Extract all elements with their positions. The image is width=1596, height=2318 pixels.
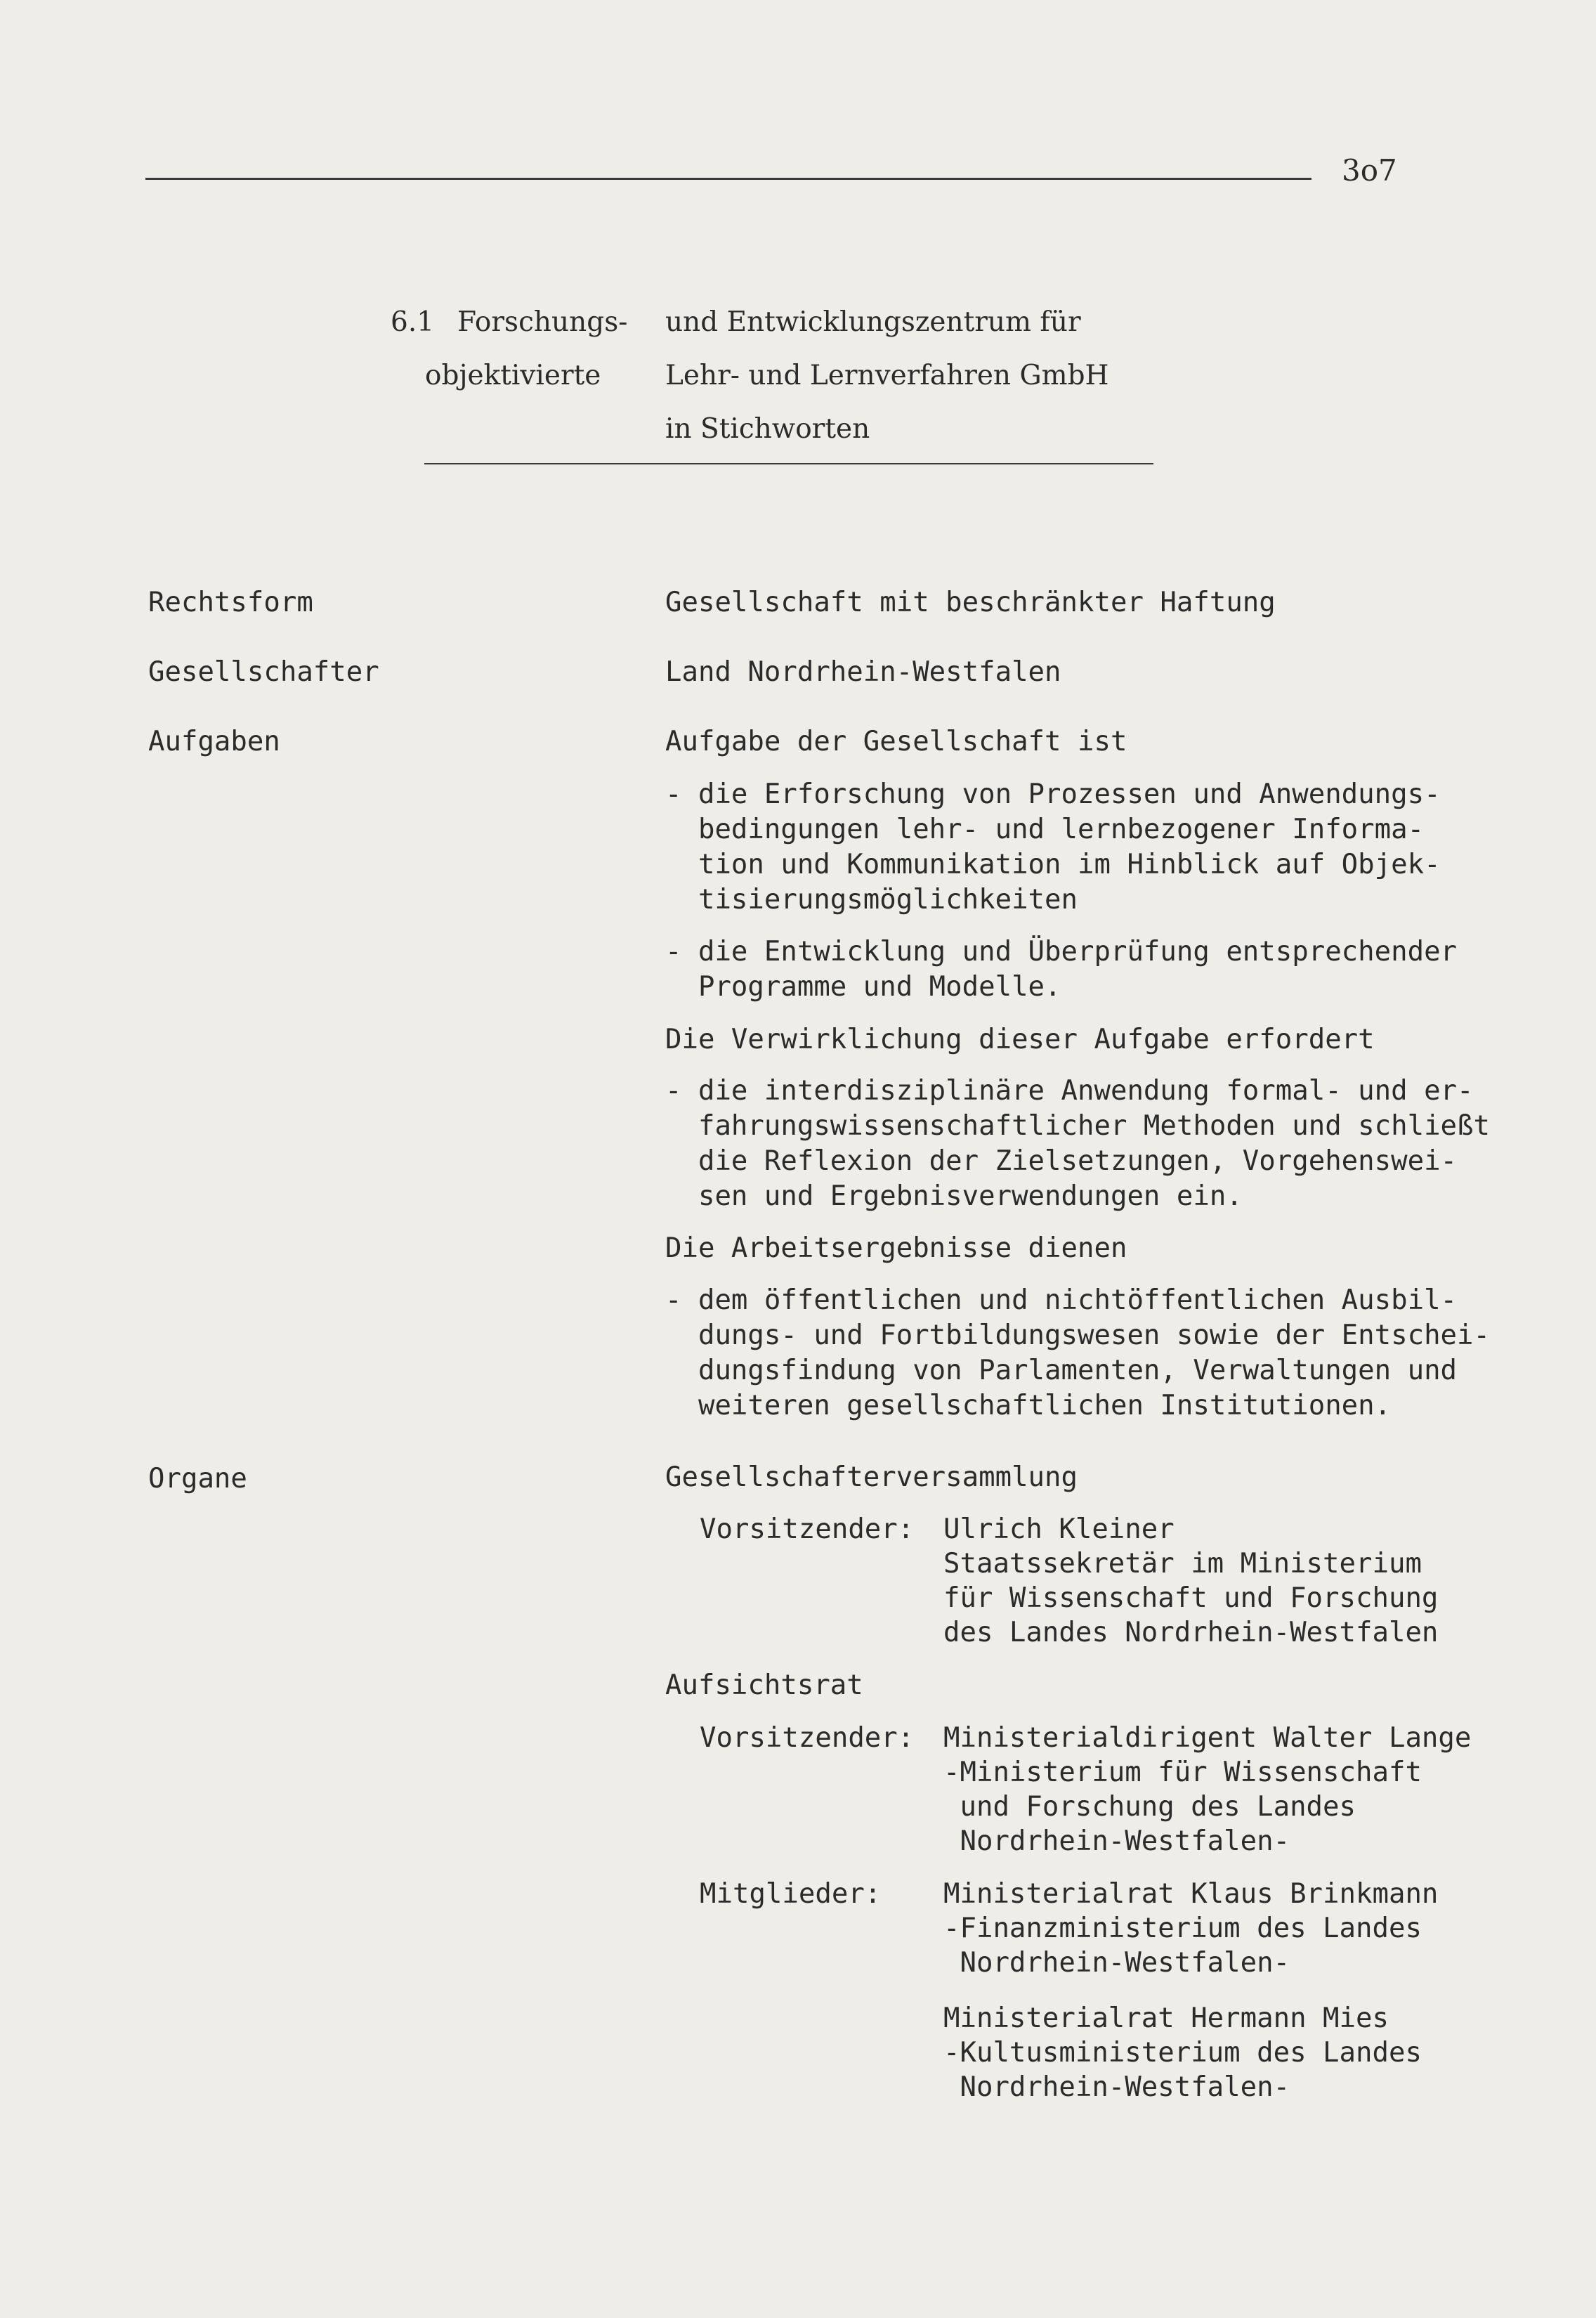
list-line: - die Erforschung von Prozessen und Anwendungs-: [665, 779, 1441, 810]
entry-line: Ministerialdirigent Walter Lange: [943, 1722, 1472, 1754]
page-number: 3o7: [1342, 153, 1397, 188]
list-line: dungs- und Fortbildungswesen sowie der Entschei-: [665, 1320, 1490, 1351]
entry-line: Staatssekretär im Ministerium: [943, 1548, 1422, 1580]
list-line: - dem öffentlichen und nichtöffentlichen Ausbil-: [665, 1284, 1458, 1316]
entry-line: für Wissenschaft und Forschung: [943, 1582, 1439, 1614]
list-line: tisierungsmöglichkeiten: [665, 884, 1078, 916]
aufgaben-label: Aufgaben: [148, 726, 280, 757]
title-line1-left: Forschungs-: [457, 306, 628, 338]
entry-line: des Landes Nordrhein-Westfalen: [943, 1617, 1439, 1648]
gesellschafter-label: Gesellschafter: [148, 656, 379, 688]
rechtsform-label: Rechtsform: [148, 587, 313, 618]
list-line: - die Entwicklung und Überprüfung entsprechender: [665, 936, 1458, 968]
entry-line: Nordrhein-Westfalen-: [943, 2071, 1290, 2103]
aufgaben-ergebnisse: Die Arbeitsergebnisse dienen: [665, 1232, 1127, 1264]
entry-line: -Ministerium für Wissenschaft: [943, 1757, 1422, 1788]
list-line: die Reflexion der Zielsetzungen, Vorgehenswei-: [665, 1145, 1458, 1177]
gesellschafterversammlung-heading: Gesellschafterversammlung: [665, 1461, 1078, 1493]
title-underline: [424, 463, 1153, 464]
entry-line: Nordrhein-Westfalen-: [943, 1825, 1290, 1857]
list-line: sen und Ergebnisverwendungen ein.: [665, 1180, 1243, 1212]
entry-line: Ministerialrat Klaus Brinkmann: [943, 1878, 1439, 1910]
organe-label: Organe: [148, 1463, 247, 1495]
entry-line: Ulrich Kleiner: [943, 1513, 1175, 1545]
gesellschafter-value: Land Nordrhein-Westfalen: [665, 656, 1061, 688]
list-line: weiteren gesellschaftlichen Institutionen.: [665, 1390, 1392, 1421]
entry-line: -Kultusministerium des Landes: [943, 2037, 1422, 2069]
ar-vorsitzender-label: Vorsitzender:: [700, 1722, 915, 1754]
ar-mitglieder-label: Mitglieder:: [700, 1878, 882, 1910]
gv-vorsitzender-label: Vorsitzender:: [700, 1513, 915, 1545]
entry-line: und Forschung des Landes: [943, 1791, 1356, 1823]
section-number: 6.1: [391, 306, 435, 338]
title-line3-right: in Stichworten: [665, 413, 870, 445]
entry-line: -Finanzministerium des Landes: [943, 1913, 1422, 1944]
title-line2-left: objektivierte: [425, 360, 601, 391]
aufgaben-intro: Aufgabe der Gesellschaft ist: [665, 726, 1127, 757]
list-line: tion und Kommunikation im Hinblick auf Objek-: [665, 849, 1441, 880]
entry-line: Nordrhein-Westfalen-: [943, 1947, 1290, 1979]
entry-line: Ministerialrat Hermann Mies: [943, 2003, 1389, 2034]
list-line: dungsfindung von Parlamenten, Verwaltungen und: [665, 1355, 1458, 1386]
list-line: fahrungswissenschaftlicher Methoden und schließt: [665, 1110, 1490, 1142]
title-line1-right: und Entwicklungszentrum für: [665, 306, 1081, 338]
aufsichtsrat-heading: Aufsichtsrat: [665, 1669, 863, 1701]
list-line: Programme und Modelle.: [665, 971, 1061, 1003]
header-rule: [145, 178, 1312, 180]
title-line2-right: Lehr- und Lernverfahren GmbH: [665, 360, 1109, 391]
rechtsform-value: Gesellschaft mit beschränkter Haftung: [665, 587, 1276, 618]
list-line: - die interdisziplinäre Anwendung formal- und er-: [665, 1075, 1474, 1107]
aufgaben-verwirklichung: Die Verwirklichung dieser Aufgabe erfordert: [665, 1024, 1375, 1055]
list-line: bedingungen lehr- und lernbezogener Informa-: [665, 814, 1425, 845]
